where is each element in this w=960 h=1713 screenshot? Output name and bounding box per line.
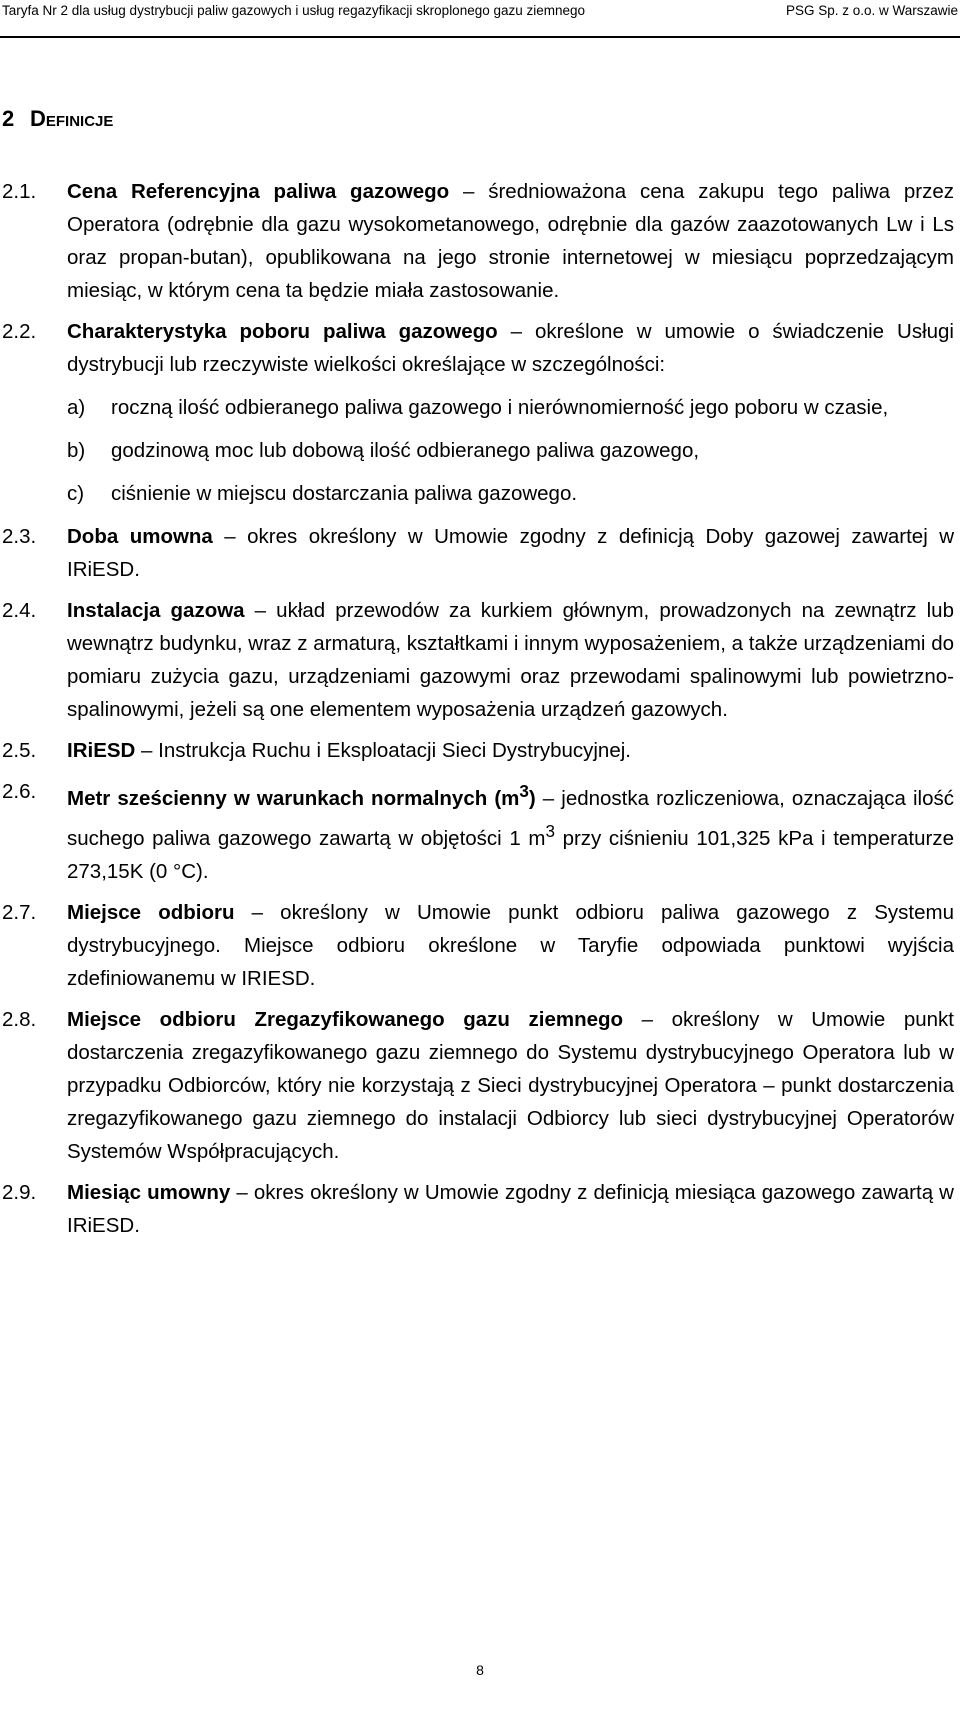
definition-text-superscript: 3: [545, 821, 555, 841]
list-item-text: roczną ilość odbieranego paliwa gazowego i nierównomierność jego poboru w czasie,: [111, 396, 889, 419]
definition-2-8: [0, 1003, 960, 1168]
list-item-text: ciśnienie w miejscu dostarczania paliwa gazowego.: [111, 482, 578, 505]
header-document-title: Taryfa Nr 2 dla usług dystrybucji paliw gazowych i usług regazyfikacji skroplonego gazu ziemnego: [2, 3, 586, 18]
definition-term: Charakterystyka poboru paliwa gazowego: [67, 320, 498, 343]
list-item: [0, 477, 960, 510]
definition-number: 2.6.: [2, 780, 37, 803]
definition-term: Miesiąc umowny: [67, 1180, 231, 1204]
definition-2-4: [0, 594, 960, 726]
list-item: [0, 434, 960, 467]
section-title: [2, 106, 113, 132]
definition-term: Instalacja gazowa: [67, 599, 245, 622]
definition-number: 2.9.: [2, 1180, 37, 1204]
definition-text: – układ przewodów za kurkiem głównym, prowadzonych na zewnątrz lub wewnątrz budynku, wraz z armaturą, kształtkami i innym wyposażeniem, a także urządzeniami do pomiaru zużycia gazu, urządzeniami gazowymi oraz przewodami spalinowymi lub powietrzno-spalinowymi, jeżeli są one elementem wyposażenia urządzeń gazowych.: [67, 599, 954, 721]
definition-text: – średnioważona cena zakupu tego paliwa przez Operatora (odrębnie dla gazu wysokometanowego, odrębnie dla gazów zaazotowanych Lw i Ls oraz propan-butan), opublikowana na jego stronie internetowej w miesiącu poprzedzającym miesiąc, w którym cena ta będzie miała zastosowanie.: [67, 180, 954, 302]
definition-term: Doba umowna: [67, 525, 213, 548]
definition-text: – okres określony w Umowie zgodny z definicją miesiąca gazowego zawartą w IRiESD.: [67, 1180, 954, 1237]
definition-term-main: Metr sześcienny w warunkach normalnych (m: [67, 786, 520, 810]
definition-2-5: [0, 734, 960, 767]
definition-2-2-items: [0, 391, 960, 510]
definition-text: – określony w Umowie punkt dostarczenia zregazyfikowanego gazu ziemnego do Systemu dystrybucyjnego Operatora lub w przypadku Odbiorców, który nie korzystają z Sieci dystrybucyjnej Operatora – punkt dostarczenia zregazyfikowanego gazu ziemnego do instalacji Odbiorcy lub sieci dystrybucyjnej Operatorów Systemów Współpracujących.: [67, 1007, 954, 1163]
definition-text-end: przy ciśnieniu 101,325 kPa i temperaturze 273,15K (0 °C).: [67, 826, 954, 883]
section-number: 2: [2, 106, 15, 131]
header-rule: [0, 36, 960, 38]
list-item-letter: a): [67, 396, 86, 419]
list-item: [0, 391, 960, 424]
definitions-list: [0, 175, 960, 1250]
definition-text: – określony w Umowie punkt odbioru paliwa gazowego z Systemu dystrybucyjnego. Miejsce odbioru określone w Taryfie odpowiada punktowi wyjścia zdefiniowanemu w IRIESD.: [67, 900, 954, 990]
definition-number: 2.3.: [2, 525, 37, 548]
definition-text: – określone w umowie o świadczenie Usługi dystrybucji lub rzeczywiste wielkości określające w szczególności:: [67, 320, 954, 376]
definition-number: 2.7.: [2, 900, 37, 924]
list-item-text: godzinową moc lub dobową ilość odbieranego paliwa gazowego,: [111, 439, 700, 462]
list-item-letter: c): [67, 482, 85, 505]
definition-term: Miejsce odbioru: [67, 900, 235, 924]
page-header: [0, 0, 960, 24]
definition-2-9: [0, 1176, 960, 1242]
definition-2-1: [0, 175, 960, 307]
definition-term: [67, 782, 536, 810]
definition-term: Miejsce odbioru Zregazyfikowanego gazu ziemnego: [67, 1007, 624, 1031]
definition-2-2: [0, 315, 960, 381]
definition-number: 2.1.: [2, 180, 37, 203]
definition-number: 2.4.: [2, 599, 37, 622]
definition-2-7: [0, 896, 960, 995]
definition-term: IRiESD: [67, 739, 136, 762]
definition-number: 2.2.: [2, 320, 37, 343]
definition-term-end: ): [528, 786, 536, 810]
definition-2-6: [0, 775, 960, 888]
page-number: 8: [476, 1662, 484, 1678]
definition-2-3: [0, 520, 960, 586]
definition-term-superscript: 3: [519, 782, 529, 801]
definition-text: – jednostka rozliczeniowa, oznaczająca ilość suchego paliwa gazowego zawartą w objętości 1 m: [67, 786, 954, 850]
definition-text: – Instrukcja Ruchu i Eksploatacji Sieci Dystrybucyjnej.: [135, 739, 631, 762]
definition-number: 2.8.: [2, 1007, 37, 1031]
header-company-name: PSG Sp. z o.o. w Warszawie: [785, 3, 958, 18]
section-title-text: Definicje: [30, 106, 114, 131]
definition-term: Cena Referencyjna paliwa gazowego: [67, 180, 450, 203]
definition-text: – okres określony w Umowie zgodny z definicją Doby gazowej zawartej w IRiESD.: [67, 525, 954, 581]
definition-number: 2.5.: [2, 739, 37, 762]
list-item-letter: b): [67, 439, 86, 462]
